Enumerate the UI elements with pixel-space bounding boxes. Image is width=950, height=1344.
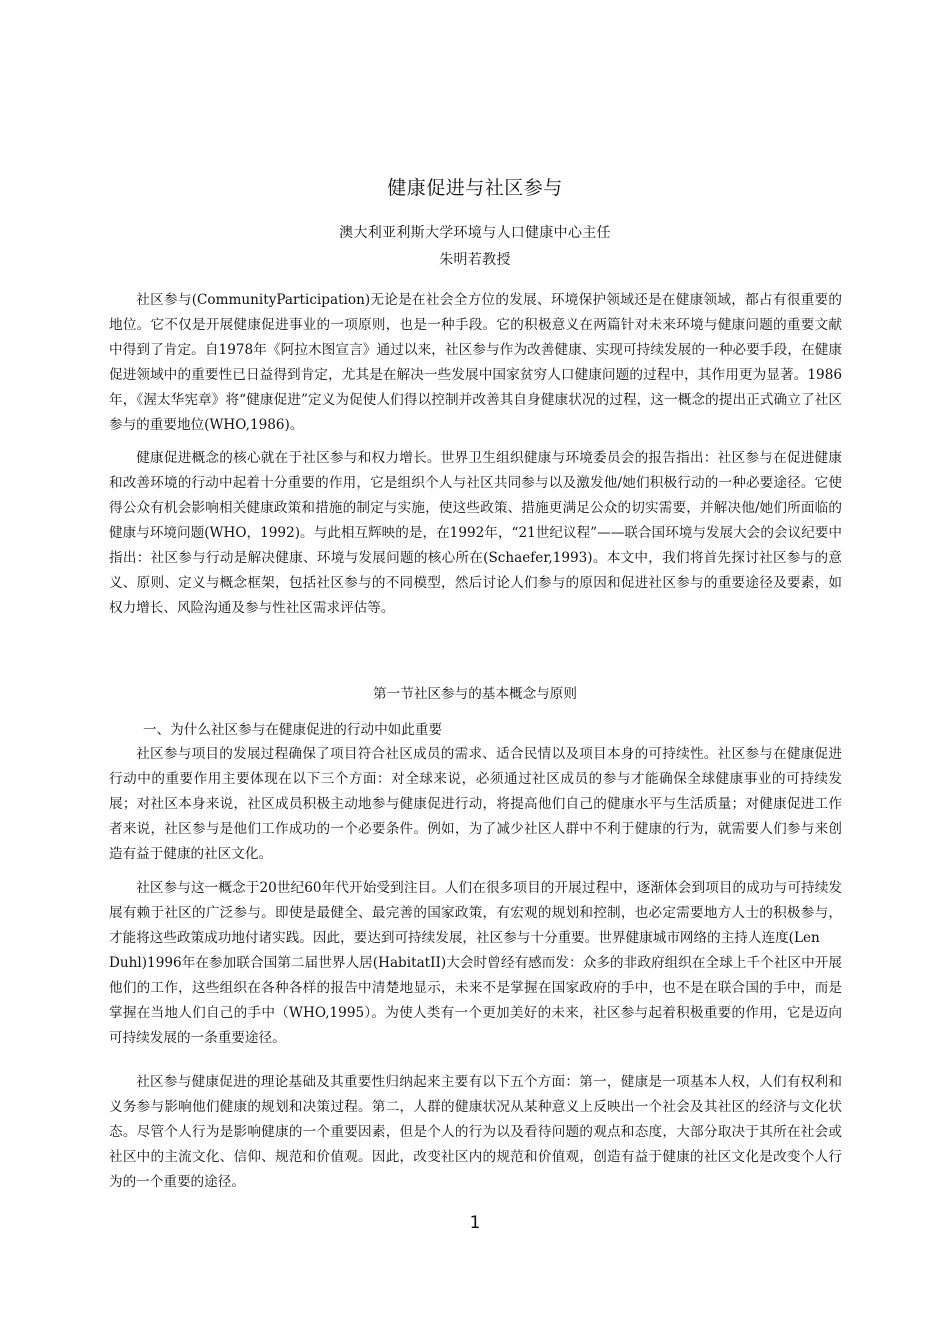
subsection-heading: 一、为什么社区参与在健康促进的行动中如此重要 bbox=[143, 722, 443, 738]
section-paragraph: 社区参与这一概念于20世纪60年代开始受到注目。人们在很多项目的开展过程中，逐渐体会到项目的成功与可持续发展有赖于社区的广泛参与。即使是最健全、最完善的国家政策，有宏观的规划和控制，也必定需要地方人士的积极参与，才能将这些政策成功地付诸实践。因此，要达到可持续发展，社区参与十分重要。世界健康城市网络的主持人连度(Len bbox=[109, 880, 842, 946]
intro-paragraph-2-block bbox=[109, 446, 842, 621]
intro-paragraph-1-block bbox=[109, 288, 842, 438]
section-paragraph-continuation: Duhl)1996年在参加联合国第二届世界人居(HabitatII)大会时曾经有感而发：众多的非政府组织在全球上千个社区中开展他们的工作，这些组织在各种各样的报告中清楚地显示，未来不是掌握在国家政府的手中，也不是在联合国的手中，而是掌握在当地人们自己的手中（WHO,1995）。为使人类有一个更加美好的未来，社区参与起着积极重要的作用，它是迈向可持续发展的一条重要途径。 bbox=[109, 955, 842, 1046]
intro-paragraph: 健康促进概念的核心就在于社区参与和权力增长。世界卫生组织健康与环境委员会的报告指出：社区参与在促进健康和改善环境的行动中起着十分重要的作用，它是组织个人与社区共同参与以及激发他/她们积极行动的一种必要途径。它使得公众有机会影响相关健康政策和措施的制定与实施，使这些政策、措施更满足公众的切实需要，并解决他/她们所面临的健康与环境问题(WHO，1992)。与此相互辉映的是，在1992年，“21世纪议程”——联合国环境与发展大会的会议纪要中指出：社区参与行动是解决健康、环境与发展问题的核心所在(Schaefer,1993)。本文中，我们将首先探讨社区参与的意义、原则、定义与概念框架，包括社区参与的不同模型，然后讨论人们参与的原因和促进社区参与的重要途径及要素，如权力增长、风险沟通及参与性社区需求评估等。 bbox=[109, 450, 842, 616]
page-number: 1 bbox=[469, 1213, 481, 1233]
section-paragraph-1-block bbox=[109, 742, 842, 867]
section-paragraph-3-block bbox=[109, 1070, 842, 1195]
section-paragraph: 社区参与健康促进的理论基础及其重要性归纳起来主要有以下五个方面：第一，健康是一项基本人权，人们有权利和义务参与影响他们健康的规划和决策过程。第二，人群的健康状况从某种意义上反映出一个社会及其社区的经济与文化状态。尽管个人行为是影响健康的一个重要因素，但是个人的行为以及看待问题的观点和态度，大部分取决于其所在社会或社区中的主流文化、信仰、规范和价值观。因此，改变社区内的规范和价值观，创造有益于健康的社区文化是改变个人行为的一个重要的途径。 bbox=[109, 1074, 842, 1190]
author-affiliation: 澳大利亚利斯大学环境与人口健康中心主任 bbox=[339, 225, 611, 241]
section-heading: 第一节社区参与的基本概念与原则 bbox=[373, 686, 577, 702]
document-title: 健康促进与社区参与 bbox=[387, 177, 563, 199]
intro-paragraph: 社区参与(CommunityParticipation)无论是在社会全方位的发展、环境保护领域还是在健康领域，都占有很重要的地位。它不仅是开展健康促进事业的一项原则，也是一种手段。它的积极意义在两篇针对未来环境与健康问题的重要文献中得到了肯定。自1978年《阿拉木图宣言》通过以来，社区参与作为改善健康、实现可持续发展的一种必要手段，在健康促进领域中的重要性已日益得到肯定，尤其是在解决一些发展中国家贫穷人口健康问题的过程中，其作用更为显著。1986年，《渥太华宪章》将“健康促进”定义为促使人们得以控制并改善其自身健康状况的过程，这一概念的提出正式确立了社区参与的重要地位(WHO,1986)。 bbox=[109, 292, 842, 433]
section-paragraph-2-block bbox=[109, 876, 842, 1051]
author-name: 朱明若教授 bbox=[439, 252, 511, 268]
section-paragraph: 社区参与项目的发展过程确保了项目符合社区成员的需求、适合民情以及项目本身的可持续性。社区参与在健康促进行动中的重要作用主要体现在以下三个方面：对全球来说，必须通过社区成员的参与才能确保全球健康事业的可持续发展；对社区本身来说，社区成员积极主动地参与健康促进行动，将提高他们自己的健康水平与生活质量；对健康促进工作者来说，社区参与是他们工作成功的一个必要条件。例如，为了减少社区人群中不利于健康的行为，就需要人们参与来创造有益于健康的社区文化。 bbox=[109, 746, 842, 862]
